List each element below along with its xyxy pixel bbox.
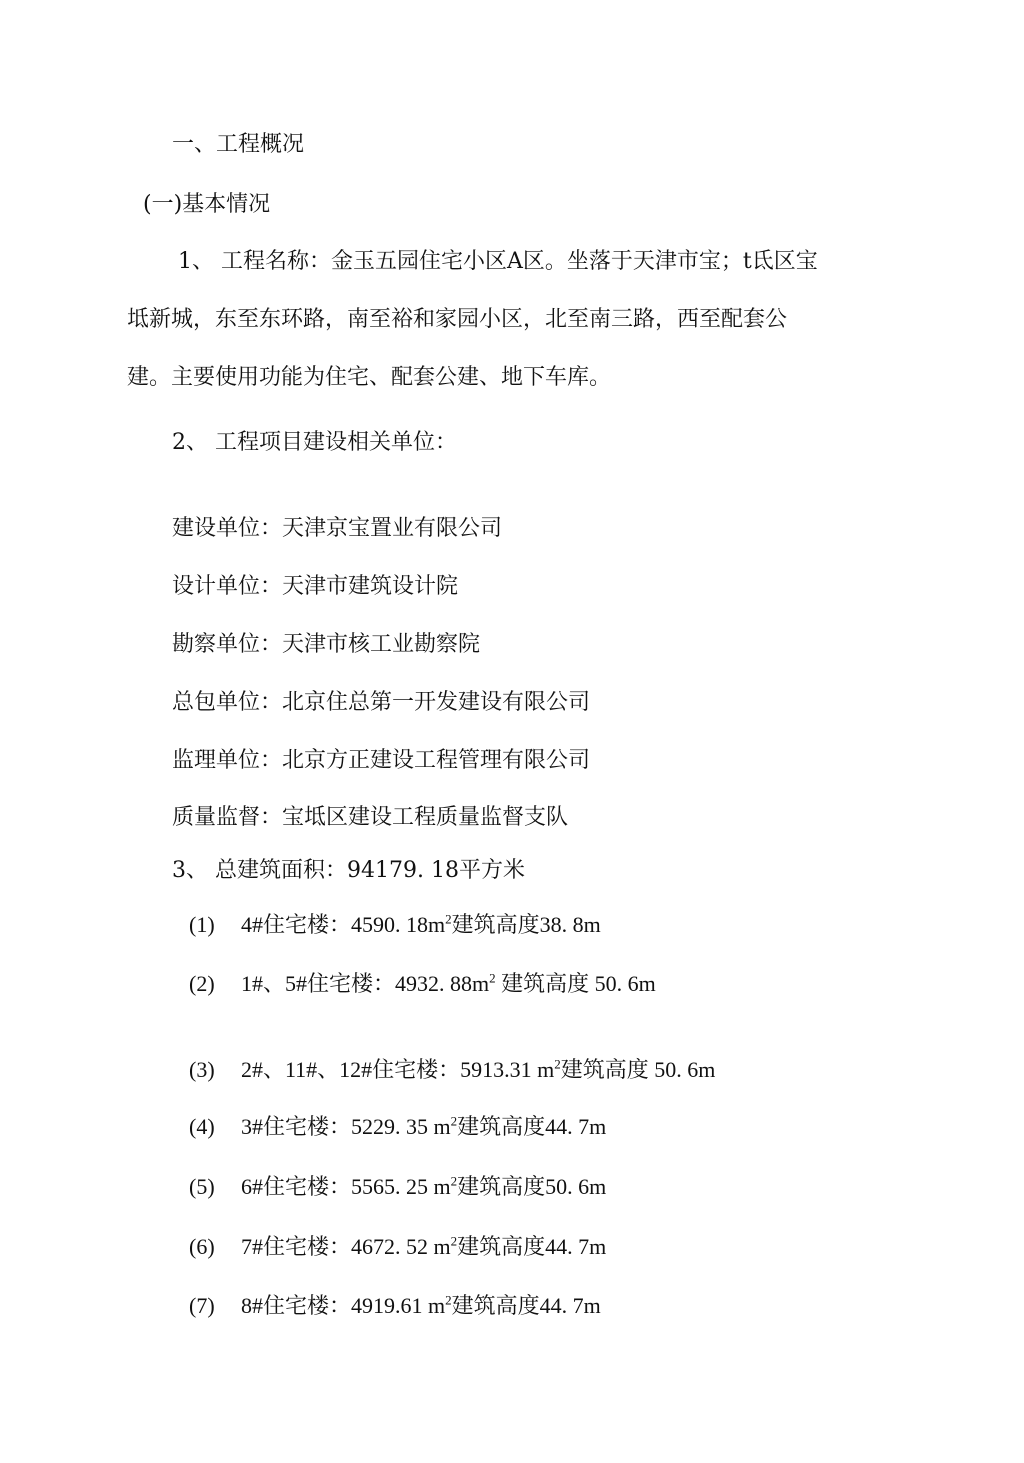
building-height: 建筑高度 50. 6m xyxy=(560,1057,716,1082)
building-line xyxy=(189,1292,601,1318)
subsection-title: (一)基本情况 xyxy=(143,192,271,217)
item2-title: 2、 工程项目建设相关单位： xyxy=(172,430,457,455)
building-height: 建筑高度38. 8m xyxy=(451,912,601,937)
building-line xyxy=(189,1173,607,1199)
item3-title: 3、 总建筑面积：94179. 18平方米 xyxy=(172,858,525,883)
superscript: 2 xyxy=(450,1113,458,1129)
building-height: 建筑高度 50. 6m xyxy=(495,971,656,996)
unit-line: 建设单位：天津京宝置业有限公司 xyxy=(172,516,503,541)
building-height: 建筑高度50. 6m xyxy=(457,1174,607,1199)
building-number: (7) xyxy=(189,1293,215,1318)
building-line xyxy=(189,911,601,937)
unit-line: 勘察单位：天津市核工业勘察院 xyxy=(172,632,481,657)
item1-line3: 建。主要使用功能为住宅、配套公建、地下车库。 xyxy=(127,365,612,390)
building-number: (1) xyxy=(189,912,215,937)
unit-line: 质量监督：宝坻区建设工程质量监督支队 xyxy=(172,805,569,830)
building-line xyxy=(189,970,656,996)
item1-line1: 1、 工程名称：金玉五园住宅小区A区。坐落于天津市宝；t氐区宝 xyxy=(178,249,818,274)
section-title: 一、工程概况 xyxy=(172,132,305,157)
building-line xyxy=(189,1113,607,1139)
superscript: 2 xyxy=(445,1292,452,1308)
building-text: 8#住宅楼：4919.61 m xyxy=(241,1293,446,1318)
building-text: 3#住宅楼：5229. 35 m xyxy=(241,1114,451,1139)
superscript: 2 xyxy=(445,911,452,927)
building-text: 7#住宅楼：4672. 52 m xyxy=(241,1234,451,1259)
building-number: (3) xyxy=(189,1057,215,1082)
building-text: 1#、5#住宅楼：4932. 88m xyxy=(241,971,490,996)
building-line xyxy=(189,1056,716,1082)
unit-line: 设计单位：天津市建筑设计院 xyxy=(172,574,459,599)
building-number: (2) xyxy=(189,971,215,996)
building-text: 6#住宅楼：5565. 25 m xyxy=(241,1174,451,1199)
unit-line: 总包单位：北京住总第一开发建设有限公司 xyxy=(172,690,591,715)
building-height: 建筑高度44. 7m xyxy=(451,1293,601,1318)
item1-line2: 坻新城，东至东环路，南至裕和家园小区，北至南三路，西至配套公 xyxy=(127,307,788,332)
building-line xyxy=(189,1233,607,1259)
building-text: 2#、11#、12#住宅楼：5913.31 m xyxy=(241,1057,555,1082)
building-number: (6) xyxy=(189,1234,215,1259)
superscript: 2 xyxy=(489,970,496,986)
superscript: 2 xyxy=(450,1173,458,1189)
building-number: (4) xyxy=(189,1114,215,1139)
building-height: 建筑高度44. 7m xyxy=(457,1114,607,1139)
building-text: 4#住宅楼：4590. 18m xyxy=(241,912,446,937)
building-height: 建筑高度44. 7m xyxy=(457,1234,607,1259)
superscript: 2 xyxy=(554,1056,561,1072)
unit-line: 监理单位：北京方正建设工程管理有限公司 xyxy=(172,748,591,773)
building-number: (5) xyxy=(189,1174,215,1199)
superscript: 2 xyxy=(450,1233,458,1249)
